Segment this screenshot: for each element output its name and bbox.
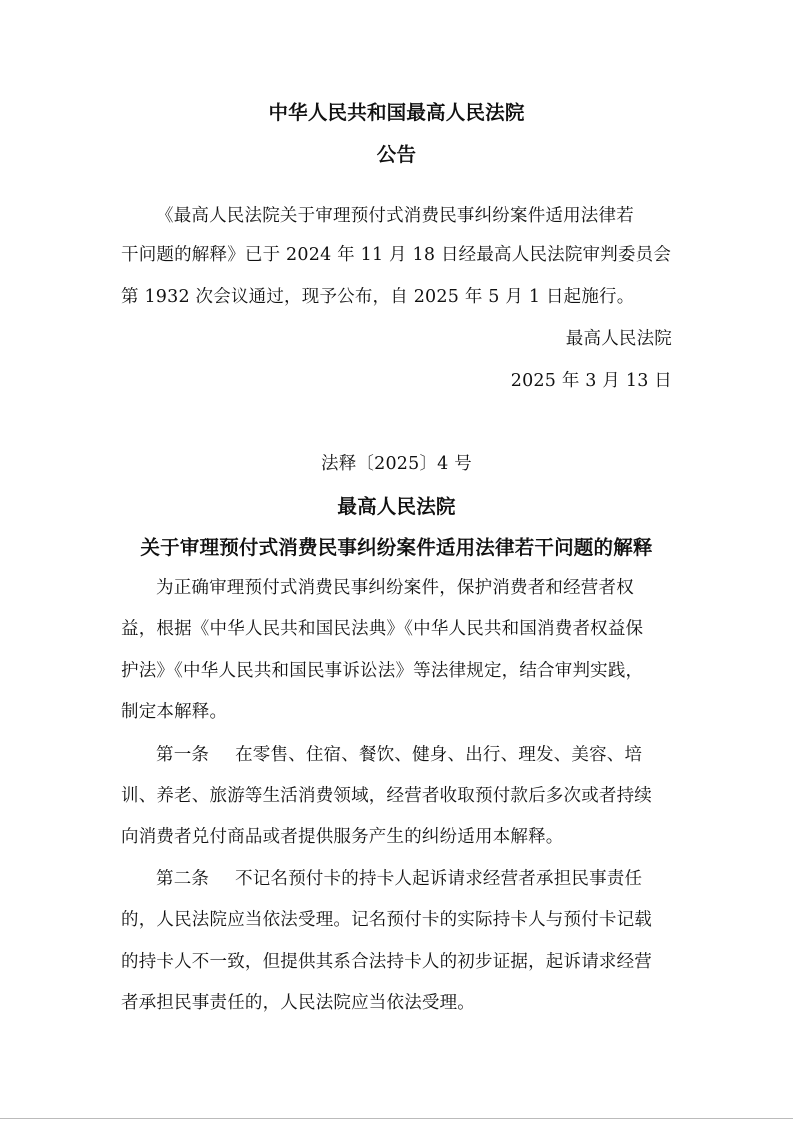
article-2-label: 第二条 [156,869,210,889]
article-1-line: 向消费者兑付商品或者提供服务产生的纠纷适用本解释。 [121,827,564,847]
article-1-line: 训、养老、旅游等生活消费领域，经营者收取预付款后多次或者持续 [121,786,652,806]
preamble-line: 为正确审理预付式消费民事纠纷案件，保护消费者和经营者权 [156,578,634,598]
article-2-line: 的持卡人不一致，但提供其系合法持卡人的初步证据，起诉请求经营 [121,952,652,972]
page-bottom-divider [0,1118,793,1119]
preamble-line: 益，根据《中华人民共和国民法典》《中华人民共和国消费者权益保 [121,619,644,639]
notice-issuer: 最高人民法院 [565,329,672,349]
document-number: 法释〔2025〕4 号 [321,454,472,474]
preamble-line: 制定本解释。 [121,702,228,722]
article-2-text: 不记名预付卡的持卡人起诉请求经营者承担民事责任 [235,869,643,889]
article-1-label: 第一条 [156,745,210,765]
notice-title: 中华人民共和国最高人民法院 [268,101,525,124]
article-2-line: 的，人民法院应当依法受理。记名预付卡的实际持卡人与预付卡记载 [121,910,652,930]
notice-subtitle: 公告 [376,143,417,166]
interpretation-title: 关于审理预付式消费民事纠纷案件适用法律若干问题的解释 [140,536,653,559]
interpretation-title-issuer: 最高人民法院 [337,495,456,518]
notice-paragraph-line: 第 1932 次会议通过，现予公布，自 2025 年 5 月 1 日起施行。 [121,287,635,307]
preamble-line: 护法》《中华人民共和国民事诉讼法》等法律规定，结合审判实践， [121,661,644,681]
article-1-text: 在零售、住宿、餐饮、健身、出行、理发、美容、培 [235,745,643,765]
article-2-first-line [156,867,642,891]
notice-date: 2025 年 3 月 13 日 [510,371,672,391]
notice-paragraph-line: 干问题的解释》已于 2024 年 11 月 18 日经最高人民法院审判委员会 [121,245,672,265]
notice-paragraph-line: 《最高人民法院关于审理预付式消费民事纠纷案件适用法律若 [156,206,634,226]
article-2-line: 者承担民事责任的，人民法院应当依法受理。 [121,993,475,1013]
article-1-first-line [156,743,642,767]
